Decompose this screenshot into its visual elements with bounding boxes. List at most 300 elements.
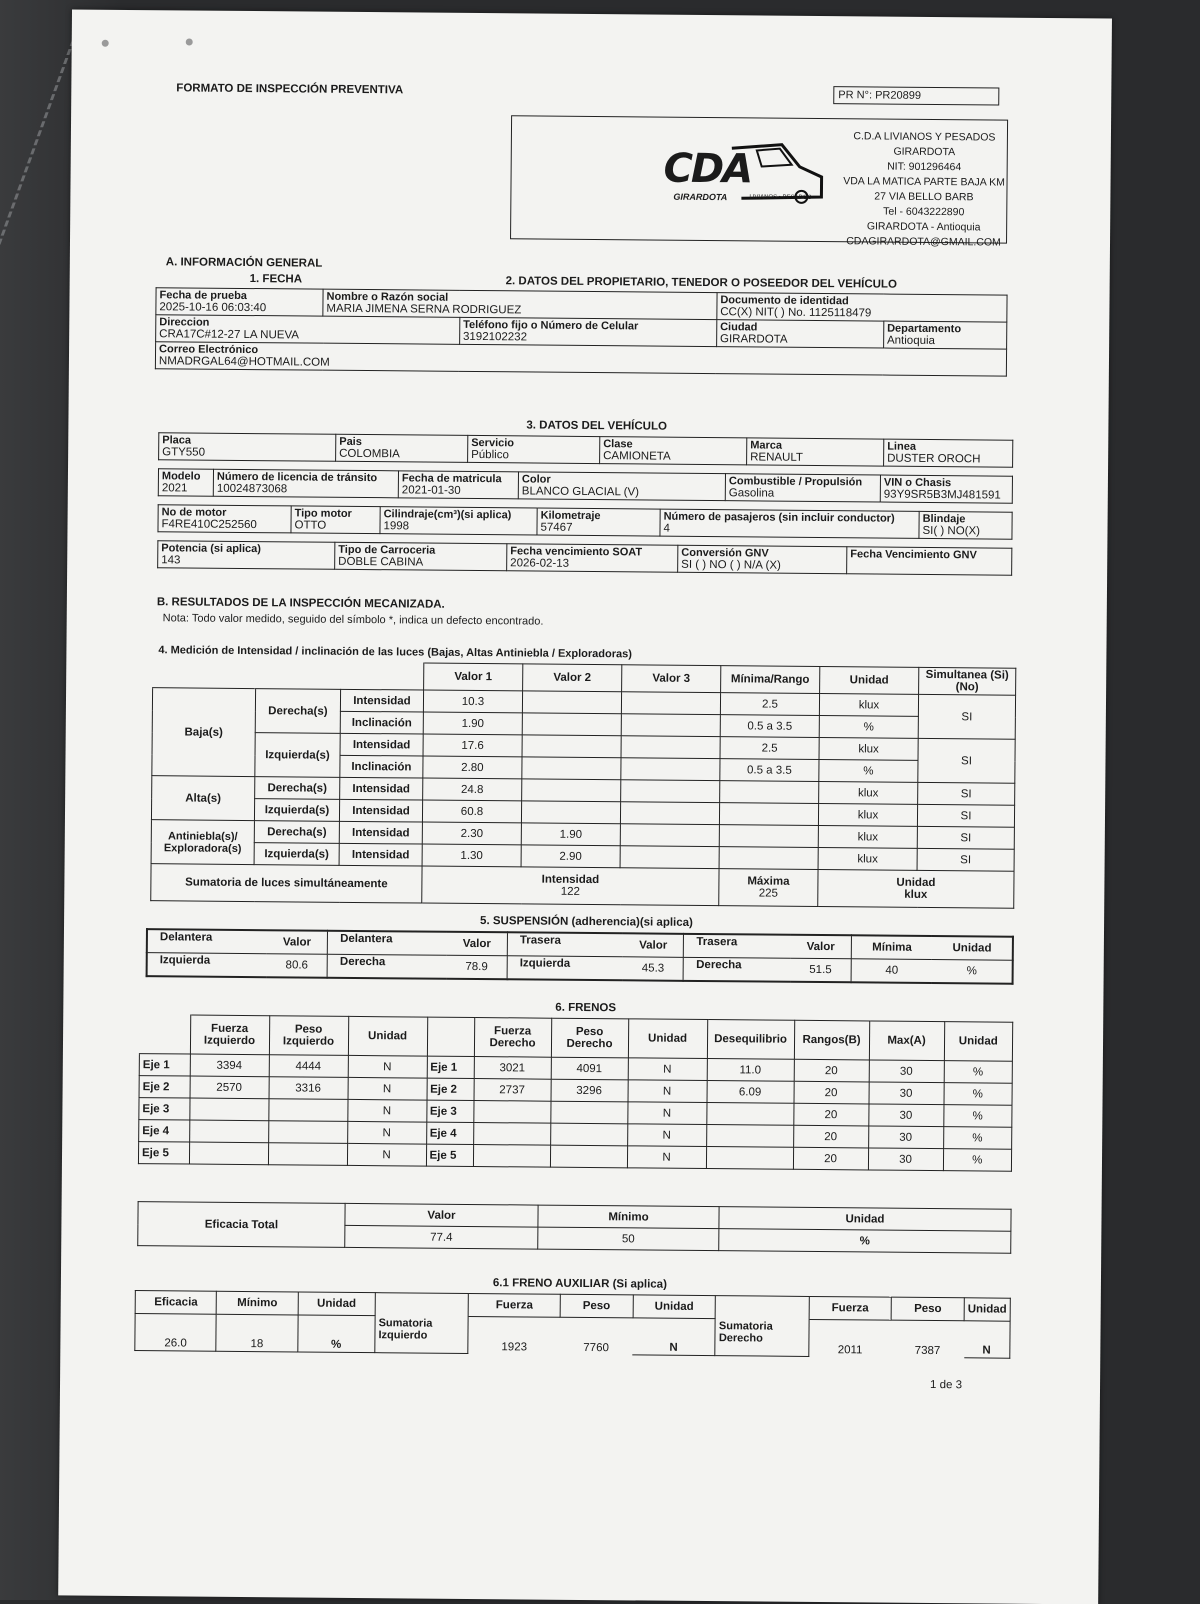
frenos-h-fi: Fuerza	[211, 1022, 249, 1036]
luces-rows-7-s: SI	[917, 848, 1014, 871]
frenos-h-pd2: Derecho	[566, 1037, 613, 1051]
susp-c2b: Derecha	[327, 954, 446, 979]
susp-min_l: Mínima	[851, 935, 932, 959]
owner-fecha_v: 2025-10-16 06:03:40	[159, 301, 267, 315]
aux-peso: Peso	[891, 1297, 964, 1321]
section-a-title: A. INFORMACIÓN GENERAL	[165, 256, 323, 270]
frenos-h-pd: Peso	[575, 1025, 604, 1039]
luces-rows-0-s: SI	[918, 694, 1015, 739]
table-cell	[621, 736, 720, 759]
freno-auxiliar-table	[134, 1290, 1010, 1359]
table-cell	[719, 847, 818, 870]
frenos-rows-1-eje: Eje 2	[139, 1076, 190, 1098]
table-cell	[269, 1016, 348, 1056]
vehicle-table-row3	[157, 504, 1012, 539]
vehicle-gnv_l: Conversión GNV	[681, 546, 769, 560]
table-cell	[621, 758, 720, 781]
luces-int: Intensidad	[339, 799, 422, 822]
luces-der: Derecha(s)	[255, 689, 340, 734]
table-cell	[268, 1143, 347, 1166]
frenos-h-u: Unidad	[348, 1016, 427, 1056]
vehicle-linea_v: DUSTER OROCH	[887, 452, 981, 466]
table-cell	[473, 1101, 550, 1124]
frenos-rows-2-rng: 20	[793, 1103, 868, 1126]
owner-ciudad_l: Ciudad	[720, 321, 758, 334]
owner-fecha_l: Fecha de prueba	[159, 289, 248, 302]
table-cell	[600, 437, 747, 465]
table-cell	[189, 1120, 268, 1143]
aux-ef_v: 26.0	[135, 1314, 217, 1352]
frenos-rows-3-max: 30	[868, 1126, 943, 1149]
vehicle-linea_l: Linea	[887, 440, 917, 453]
vehicle-tmotor_v: OTTO	[294, 519, 327, 532]
table-cell	[537, 508, 660, 536]
vehicle-fgnv_l: Fecha Vencimiento GNV	[850, 548, 977, 562]
luces-izq: Izquierda(s)	[255, 733, 340, 778]
vehicle-motor_l: No de motor	[161, 506, 227, 519]
susp-v2: 78.9	[446, 955, 507, 979]
susp-valor: Valor	[623, 933, 684, 957]
luces-rows-7-v1: 1.30	[422, 844, 521, 867]
luces-rows-7-u: klux	[818, 848, 917, 871]
luces-int: Intensidad	[340, 689, 423, 712]
section-b-title: B. RESULTADOS DE LA INSPECCIÓN MECANIZADA.	[156, 596, 445, 611]
table-cell	[422, 866, 719, 906]
luces-rows-7-v2: 2.90	[521, 845, 620, 868]
frenos-rows-1-pi: 3316	[269, 1077, 348, 1100]
table-cell	[621, 692, 720, 715]
vehicle-pais_v: COLOMBIA	[339, 447, 400, 461]
table-cell	[715, 1319, 809, 1357]
susp-min_v: 40	[851, 959, 932, 983]
vehicle-table-row4	[157, 540, 1012, 575]
luces-rows-4-s: SI	[918, 782, 1015, 805]
luces-der: Derecha(s)	[255, 777, 340, 800]
frenos-rows-2-pu: %	[943, 1105, 1012, 1128]
table-cell	[268, 1121, 347, 1144]
table-row	[158, 469, 1012, 503]
owner-nombre_l: Nombre o Razón social	[326, 290, 449, 304]
frenos-rows-1-u: N	[628, 1080, 707, 1103]
departamento-cell	[883, 321, 1006, 349]
aux-ui: N	[632, 1318, 715, 1356]
company-email: CDAGIRARDOTA@GMAIL.COM	[846, 235, 1001, 249]
suspension-title: 5. SUSPENSIÓN (adherencia)(si aplica)	[480, 915, 693, 929]
luces-inc: Inclinación	[340, 711, 423, 734]
susp-valor: Valor	[267, 930, 328, 954]
luces-rows-4-u: klux	[819, 782, 918, 805]
documento-cell	[717, 293, 1007, 323]
frenos-rows-1-fd: 2737	[474, 1079, 551, 1102]
vehicle-section-title: 3. DATOS DEL VEHÍCULO	[526, 419, 668, 433]
vehicle-placa_v: GTY550	[162, 446, 206, 459]
table-cell	[375, 1293, 468, 1317]
frenos-rows-1-pd: 3296	[551, 1079, 628, 1102]
table-cell	[473, 1123, 550, 1146]
company-nit: NIT: 901296464	[887, 160, 962, 174]
frenos-title: 6. FRENOS	[555, 1001, 617, 1015]
luces-rows-3-v1: 2.80	[423, 756, 522, 779]
vehicle-blin_v: SI( ) NO(X)	[922, 524, 981, 538]
vehicle-clase_l: Clase	[603, 438, 633, 451]
vehicle-soat_v: 2026-02-13	[510, 557, 570, 570]
cda-logo	[661, 136, 832, 210]
page-number: 1 de 3	[929, 1379, 963, 1392]
frenos-rows-3-eje: Eje 4	[139, 1120, 190, 1142]
table-cell	[522, 735, 621, 758]
frenos-rows-2-u: N	[347, 1099, 426, 1122]
owner-table	[155, 287, 1008, 376]
subsection-propietario: 2. DATOS DEL PROPIETARIO, TENEDOR O POSEEDOR DEL VEHÍCULO	[505, 275, 897, 291]
table-cell	[473, 1145, 550, 1168]
vehicle-color_l: Color	[521, 473, 551, 486]
table-cell	[818, 870, 1014, 909]
luces-g_anti: Antiniebla(s)/ Exploradora(s)	[151, 820, 254, 865]
frenos-rows-0-u: N	[348, 1055, 427, 1078]
luces-sum_max_v: 225	[758, 887, 778, 900]
vehicle-comb_l: Combustible / Propulsión	[728, 475, 863, 489]
frenos-rows-4-eje: Eje 5	[138, 1142, 189, 1164]
vehicle-fmat_l: Fecha de matricula	[401, 472, 502, 486]
table-cell	[620, 824, 719, 847]
frenos-rows-0-rng: 20	[794, 1059, 869, 1082]
table-cell	[660, 509, 919, 538]
table-cell	[468, 435, 600, 463]
luces-rows-6-u: klux	[818, 826, 917, 849]
table-cell	[884, 439, 1013, 467]
frenos-ef_l: Eficacia Total	[138, 1202, 345, 1248]
luces-rows-1-u: %	[819, 716, 918, 739]
vehicle-marca_v: RENAULT	[750, 451, 804, 464]
company-address-1: VDA LA MATICA PARTE BAJA KM	[843, 175, 1005, 189]
aux-u_l: Unidad	[298, 1292, 376, 1316]
aux-ud: N	[964, 1321, 1010, 1358]
frenos-rows-0-eje: Eje 1	[139, 1054, 190, 1076]
table-cell	[518, 472, 725, 501]
table-cell	[716, 1296, 809, 1320]
frenos-rows-4-max: 30	[868, 1148, 943, 1171]
luces-sum_u_l: Unidad	[896, 876, 936, 890]
table-cell	[522, 713, 621, 736]
table-cell	[621, 780, 720, 803]
frenos-rows-3-eje: Eje 4	[426, 1122, 473, 1144]
aux-fd: 2011	[837, 1343, 863, 1356]
table-cell	[158, 541, 335, 570]
punch-hole	[102, 40, 109, 47]
frenos-rows-1-fi: 2570	[190, 1076, 269, 1099]
table-cell	[380, 507, 537, 535]
table-cell	[725, 474, 880, 502]
vehicle-placa_l: Placa	[162, 434, 192, 447]
susp-u_v: %	[932, 960, 1013, 984]
owner-doc_l: Documento de identidad	[720, 294, 849, 308]
table-cell	[336, 434, 468, 462]
vehicle-motor_v: F4RE410C252560	[161, 518, 257, 532]
aux-min_l: Mínimo	[217, 1291, 298, 1315]
table-cell	[521, 801, 620, 824]
owner-nombre_v: MARIA JIMENA SERNA RODRIGUEZ	[326, 302, 522, 317]
owner-dir_v: CRA17C#12-27 LA NUEVA	[159, 328, 300, 342]
frenos-h-fd: Fuerza	[494, 1025, 532, 1038]
table-cell	[522, 757, 621, 780]
aux-pi: 7760	[583, 1341, 609, 1354]
vehicle-km_l: Kilometraje	[540, 509, 601, 523]
luces-sum_int_v: 122	[560, 885, 580, 898]
luces-der: Derecha(s)	[254, 821, 339, 844]
frenos-rows-0-des: 11.0	[707, 1059, 794, 1082]
luces-inc: Inclinación	[340, 755, 423, 778]
vehicle-serv_l: Servicio	[471, 436, 515, 450]
company-name: C.D.A LIVIANOS Y PESADOS	[853, 130, 996, 144]
table-cell	[153, 661, 424, 690]
owner-depto_v: Antioquia	[886, 334, 936, 348]
luces-rows-2-min: 2.5	[720, 737, 819, 760]
table-cell	[551, 1018, 628, 1058]
vehicle-pot_v: 143	[161, 554, 181, 567]
luces-rows-4-v1: 24.8	[423, 778, 522, 801]
freno-auxiliar-title: 6.1 FRENO AUXILIAR (Si aplica)	[492, 1277, 667, 1291]
frenos-ef_u_v: %	[719, 1229, 1011, 1254]
vehicle-pas_l: Número de pasajeros (sin incluir conductor)	[663, 510, 895, 525]
owner-ciudad_v: GIRARDOTA	[719, 333, 788, 346]
susp-v4: 51.5	[790, 958, 851, 982]
frenos-rows-4-eje: Eje 5	[426, 1144, 473, 1166]
table-cell	[398, 471, 518, 499]
table-cell	[719, 803, 818, 826]
frenos-ef_valor_l: Valor	[345, 1203, 538, 1227]
owner-depto_l: Departamento	[887, 322, 962, 336]
frenos-rows-0-fd: 3021	[474, 1057, 551, 1080]
vehicle-marca_l: Marca	[750, 439, 783, 452]
frenos-rows-0-pu: %	[944, 1061, 1013, 1084]
frenos-rows-3-pu: %	[943, 1127, 1012, 1150]
pr-number-box: PR N°: PR20899	[833, 86, 999, 105]
vehicle-carr_l: Tipo de Carroceria	[338, 543, 436, 557]
table-row	[135, 1314, 1010, 1359]
luces-rows-6-s: SI	[917, 826, 1014, 849]
luces-sum_int_l: Intensidad	[541, 873, 600, 887]
aux-fuerza: Fuerza	[809, 1296, 892, 1320]
vehicle-table-row2	[158, 468, 1013, 503]
frenos-h-u: Unidad	[944, 1022, 1013, 1062]
luces-headers-0: Valor 1	[424, 663, 523, 691]
vehicle-modelo_l: Modelo	[161, 470, 201, 483]
luces-rows-5-v1: 60.8	[422, 800, 521, 823]
table-cell	[880, 475, 1012, 503]
ciudad-cell	[716, 320, 883, 348]
company-city: GIRARDOTA	[893, 145, 956, 159]
aux-sum_i2: Izquierdo	[378, 1328, 428, 1342]
frenos-rows-0-max: 30	[869, 1060, 944, 1083]
table-cell	[706, 1103, 793, 1126]
luces-izq: Izquierda(s)	[254, 799, 339, 822]
susp-c2: Delantera	[327, 931, 446, 956]
susp-u_l: Unidad	[932, 936, 1013, 960]
table-cell	[189, 1098, 268, 1121]
table-cell	[159, 433, 336, 462]
table-row	[151, 864, 1014, 909]
table-row	[158, 541, 1012, 575]
susp-c3b: Izquierda	[507, 956, 623, 981]
frenos-h-fd2: Derecho	[489, 1037, 536, 1050]
company-header-box	[510, 115, 1008, 249]
luces-rows-5-u: klux	[818, 804, 917, 827]
frenos-h-pi: Peso	[294, 1023, 323, 1036]
subsection-fecha: 1. FECHA	[249, 273, 303, 286]
direccion-cell	[156, 315, 460, 345]
company-phone: Tel - 6043222890	[883, 205, 965, 219]
table-cell	[158, 469, 213, 496]
table-cell	[550, 1145, 627, 1168]
susp-c1b: Izquierda	[147, 953, 267, 978]
frenos-rows-0-u: N	[628, 1058, 707, 1081]
luces-headers-5: Simultanea (Si) (No)	[919, 667, 1016, 695]
table-cell	[550, 1101, 627, 1124]
table-cell	[522, 779, 621, 802]
frenos-ef_min_l: Mínimo	[538, 1205, 719, 1229]
frenos-rows-1-max: 30	[868, 1082, 943, 1105]
luces-g_baja: Baja(s)	[152, 688, 256, 777]
table-cell	[291, 506, 380, 534]
form-title: FORMATO DE INSPECCIÓN PREVENTIVA	[176, 82, 404, 97]
aux-sum_i: Sumatoria	[378, 1316, 433, 1330]
frenos-rows-0-pd: 4091	[551, 1057, 628, 1080]
susp-valor: Valor	[447, 932, 508, 956]
frenos-rows-1-rng: 20	[794, 1081, 869, 1104]
owner-tel_l: Teléfono fijo o Número de Celular	[463, 318, 639, 333]
frenos-h-u: Unidad	[628, 1019, 707, 1059]
luces-int: Intensidad	[339, 843, 422, 866]
frenos-rows-4-rng: 20	[793, 1147, 868, 1170]
vehicle-table	[158, 432, 1013, 467]
frenos-rows-3-rng: 20	[793, 1125, 868, 1148]
table-cell	[719, 825, 818, 848]
frenos-rows-4-pu: %	[943, 1149, 1012, 1172]
table-cell	[158, 505, 291, 533]
luces-rows-0-v2	[522, 691, 621, 714]
frenos-table	[138, 1014, 1013, 1172]
luces-rows-0-v1: 10.3	[423, 690, 522, 713]
vehicle-vin_v: 93Y9SR5B3MJ481591	[883, 488, 1001, 502]
aux-peso: Peso	[560, 1294, 633, 1318]
luces-headers-4: Unidad	[820, 667, 919, 695]
vehicle-fmat_v: 2021-01-30	[401, 484, 461, 497]
fecha-cell	[156, 288, 323, 316]
table-cell	[919, 511, 1012, 539]
inspection-document	[58, 9, 1112, 1604]
susp-c4: Trasera	[684, 934, 791, 958]
vehicle-lic_l: Número de licencia de tránsito	[216, 470, 378, 485]
aux-sum_d: Sumatoria	[718, 1319, 773, 1333]
vehicle-clase_v: CAMIONETA	[603, 450, 671, 463]
section-b-note: Nota: Todo valor medido, seguido del símbolo *, indica un defecto encontrado.	[162, 612, 544, 628]
luces-rows-2-s: SI	[918, 738, 1015, 783]
company-location: GIRARDOTA - Antioquia	[866, 220, 981, 234]
table-cell	[189, 1142, 268, 1165]
luces-rows-0-min: 2.5	[720, 693, 819, 716]
vehicle-modelo_v: 2021	[161, 482, 188, 495]
frenos-rows-2-eje: Eje 3	[426, 1100, 473, 1122]
owner-correo_v: NMADRGAL64@HOTMAIL.COM	[158, 355, 330, 369]
frenos-ef_valor_v: 77.4	[345, 1225, 538, 1249]
frenos-rows-3-u: N	[347, 1121, 426, 1144]
owner-doc_v: CC(X) NIT( ) No. 1125118479	[720, 306, 872, 320]
table-cell	[847, 547, 1012, 575]
luces-rows-2-v1: 17.6	[423, 734, 522, 757]
table-cell	[474, 1018, 551, 1058]
table-cell	[706, 1147, 793, 1170]
luces-headers-1: Valor 2	[523, 664, 622, 692]
logo-text: CDA	[663, 145, 752, 193]
frenos-rows-1-eje: Eje 2	[427, 1078, 474, 1100]
susp-valor: Valor	[790, 935, 851, 959]
owner-correo_l: Correo Electrónico	[159, 343, 259, 357]
luces-rows-3-min: 0.5 a 3.5	[720, 759, 819, 782]
table-cell	[335, 542, 507, 570]
luces-int: Intensidad	[340, 733, 423, 756]
frenos-rows-2-eje: Eje 3	[139, 1098, 190, 1120]
aux-min_v: 18	[216, 1314, 297, 1352]
table-cell	[720, 781, 819, 804]
frenos-rows-4-u: N	[347, 1143, 426, 1166]
vehicle-blin_l: Blindaje	[922, 512, 966, 526]
table-cell	[620, 802, 719, 825]
luces-rows-2-u: klux	[819, 738, 918, 761]
table-cell	[706, 1125, 793, 1148]
vehicle-tmotor_l: Tipo motor	[294, 507, 352, 520]
table-cell	[550, 1123, 627, 1146]
aux-fi: 1923	[501, 1340, 528, 1353]
vehicle-pais_l: Pais	[339, 435, 362, 449]
luces-rows-6-v2: 1.90	[521, 823, 620, 846]
frenos-ef_min_v: 50	[538, 1227, 719, 1251]
table-cell	[620, 846, 719, 869]
logo-subtitle: GIRARDOTA	[673, 191, 728, 203]
luces-sum_l: Sumatoria de luces simultáneamente	[151, 864, 422, 903]
frenos-rows-1-des: 6.09	[707, 1081, 794, 1104]
aux-ef_l: Eficacia	[135, 1291, 217, 1315]
frenos-rows-4-u: N	[627, 1146, 706, 1169]
frenos-h-fi2: Izquierdo	[203, 1034, 256, 1048]
vehicle-pas_v: 4	[663, 522, 670, 535]
susp-c1: Delantera	[147, 929, 267, 954]
vehicle-comb_v: Gasolina	[728, 487, 775, 500]
table-cell	[427, 1017, 474, 1056]
luces-rows-3-u: %	[819, 760, 918, 783]
aux-u_v: %	[297, 1315, 375, 1353]
eficacia-table	[137, 1201, 1011, 1254]
table-cell	[213, 469, 398, 498]
telefono-cell	[459, 317, 716, 346]
luces-sum_max_l: Máxima	[747, 875, 790, 888]
susp-c3: Trasera	[507, 932, 623, 957]
vehicle-carr_v: DOBLE CABINA	[338, 555, 424, 569]
aux-fuerza: Fuerza	[468, 1293, 560, 1317]
nombre-cell	[323, 289, 717, 319]
luces-headers-3: Mínima/Rango	[721, 666, 820, 694]
vehicle-km_v: 57467	[540, 521, 573, 534]
frenos-rows-3-u: N	[627, 1124, 706, 1147]
frenos-rows-0-eje: Eje 1	[427, 1056, 474, 1078]
table-cell	[719, 869, 818, 907]
vehicle-pot_l: Potencia (si aplica)	[161, 542, 262, 556]
table-cell	[190, 1015, 269, 1055]
suspension-table	[146, 928, 1014, 985]
owner-tel_v: 3192102232	[462, 330, 528, 344]
luces-izq: Izquierda(s)	[254, 843, 339, 866]
table-cell	[747, 438, 884, 466]
owner-dir_l: Direccion	[159, 316, 210, 329]
